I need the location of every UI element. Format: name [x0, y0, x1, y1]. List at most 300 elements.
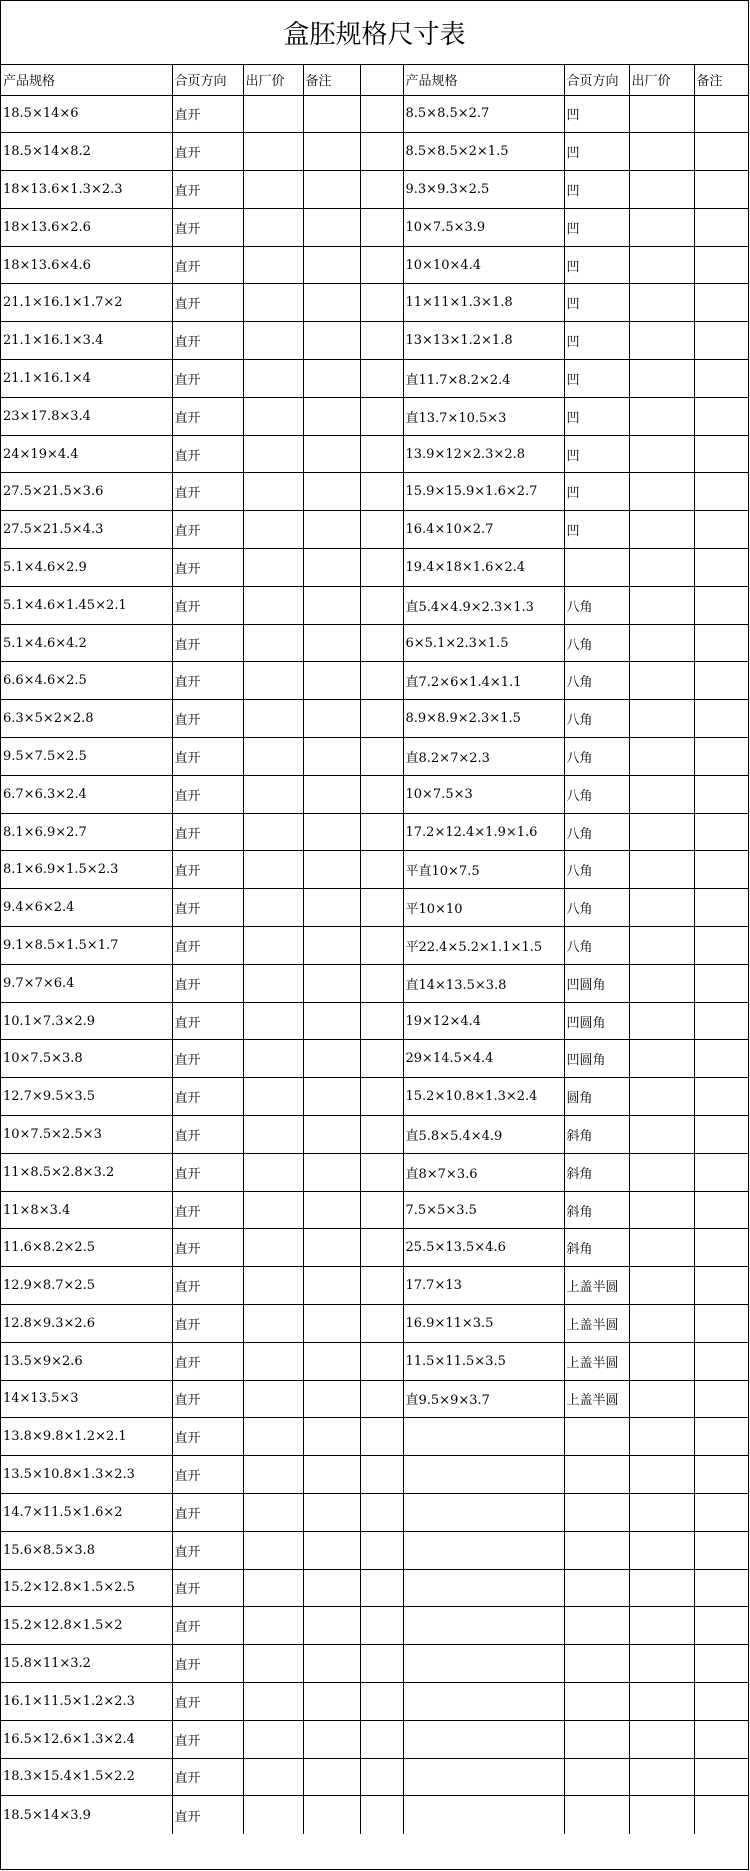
- left-spec-cell: 15.6×8.5×3.8: [1, 1531, 172, 1569]
- left-note-cell: [303, 1078, 360, 1116]
- gap-cell: [360, 1267, 403, 1305]
- left-dir-cell: 直开: [172, 1720, 243, 1758]
- right-dir-cell: [564, 1758, 629, 1796]
- left-price-cell: [243, 1380, 303, 1418]
- gap-cell: [360, 1040, 403, 1078]
- left-note-cell: [303, 1493, 360, 1531]
- gap-cell: [360, 1493, 403, 1531]
- right-note-cell: [694, 360, 748, 398]
- left-price-cell: [243, 549, 303, 587]
- right-price-cell: [629, 1153, 694, 1191]
- right-dir-cell: 斜角: [564, 1229, 629, 1267]
- left-dir-cell: 直开: [172, 1569, 243, 1607]
- header-left-price: 出厂价: [243, 65, 303, 95]
- gap-cell: [360, 95, 403, 133]
- left-spec-cell: 14×13.5×3: [1, 1380, 172, 1418]
- right-spec-cell: [403, 1569, 564, 1607]
- right-note-cell: [694, 284, 748, 322]
- left-spec-cell: 16.1×11.5×1.2×2.3: [1, 1682, 172, 1720]
- right-dir-cell: [564, 1531, 629, 1569]
- right-price-cell: [629, 889, 694, 927]
- right-price-cell: [629, 586, 694, 624]
- left-dir-cell: 直开: [172, 1002, 243, 1040]
- right-note-cell: [694, 1116, 748, 1154]
- gap-cell: [360, 171, 403, 209]
- left-dir-cell: 直开: [172, 397, 243, 435]
- left-dir-cell: 直开: [172, 775, 243, 813]
- right-dir-cell: 八角: [564, 586, 629, 624]
- left-price-cell: [243, 171, 303, 209]
- left-spec-cell: 9.5×7.5×2.5: [1, 738, 172, 776]
- left-spec-cell: 5.1×4.6×1.45×2.1: [1, 586, 172, 624]
- gap-cell: [360, 927, 403, 965]
- left-spec-cell: 11×8×3.4: [1, 1191, 172, 1229]
- right-price-cell: [629, 1040, 694, 1078]
- left-dir-cell: 直开: [172, 1758, 243, 1796]
- right-dir-cell: 凹: [564, 208, 629, 246]
- right-note-cell: [694, 813, 748, 851]
- right-price-cell: [629, 624, 694, 662]
- right-note-cell: [694, 1796, 748, 1834]
- right-price-cell: [629, 246, 694, 284]
- right-dir-cell: 凹: [564, 435, 629, 473]
- left-note-cell: [303, 964, 360, 1002]
- table-row: [1, 360, 748, 398]
- table-row: [1, 1796, 748, 1834]
- right-dir-cell: [564, 1796, 629, 1834]
- right-dir-cell: [564, 1682, 629, 1720]
- left-dir-cell: 直开: [172, 1796, 243, 1834]
- table-row: [1, 1305, 748, 1343]
- right-spec-cell: 直5.4×4.9×2.3×1.3: [403, 586, 564, 624]
- right-price-cell: [629, 1267, 694, 1305]
- gap-cell: [360, 1418, 403, 1456]
- header-right-dir: 合页方向: [564, 65, 629, 95]
- right-spec-cell: [403, 1758, 564, 1796]
- left-dir-cell: 直开: [172, 1078, 243, 1116]
- right-dir-cell: [564, 1418, 629, 1456]
- left-spec-cell: 11×8.5×2.8×3.2: [1, 1153, 172, 1191]
- right-dir-cell: 斜角: [564, 1191, 629, 1229]
- gap-cell: [360, 889, 403, 927]
- left-price-cell: [243, 775, 303, 813]
- left-spec-cell: 8.1×6.9×2.7: [1, 813, 172, 851]
- table-row: [1, 1758, 748, 1796]
- left-note-cell: [303, 1569, 360, 1607]
- table-row: [1, 322, 748, 360]
- right-dir-cell: 八角: [564, 775, 629, 813]
- left-dir-cell: 直开: [172, 360, 243, 398]
- left-note-cell: [303, 511, 360, 549]
- right-price-cell: [629, 1078, 694, 1116]
- right-dir-cell: 凹: [564, 284, 629, 322]
- table-row: [1, 95, 748, 133]
- right-spec-cell: 平直10×7.5: [403, 851, 564, 889]
- right-note-cell: [694, 662, 748, 700]
- right-dir-cell: 凹: [564, 133, 629, 171]
- left-price-cell: [243, 360, 303, 398]
- right-dir-cell: [564, 1645, 629, 1683]
- right-spec-cell: [403, 1645, 564, 1683]
- right-spec-cell: 16.9×11×3.5: [403, 1305, 564, 1343]
- left-note-cell: [303, 1305, 360, 1343]
- right-dir-cell: 圆角: [564, 1078, 629, 1116]
- header-left-note: 备注: [303, 65, 360, 95]
- left-spec-cell: 13.5×10.8×1.3×2.3: [1, 1456, 172, 1494]
- right-price-cell: [629, 511, 694, 549]
- right-dir-cell: 上盖半圆: [564, 1267, 629, 1305]
- left-spec-cell: 11.6×8.2×2.5: [1, 1229, 172, 1267]
- left-spec-cell: 12.8×9.3×2.6: [1, 1305, 172, 1343]
- left-price-cell: [243, 1153, 303, 1191]
- right-dir-cell: 凹圆角: [564, 1002, 629, 1040]
- right-spec-cell: 10×7.5×3.9: [403, 208, 564, 246]
- gap-cell: [360, 284, 403, 322]
- right-note-cell: [694, 1493, 748, 1531]
- left-note-cell: [303, 1116, 360, 1154]
- right-note-cell: [694, 208, 748, 246]
- left-dir-cell: 直开: [172, 171, 243, 209]
- table-row: [1, 813, 748, 851]
- right-price-cell: [629, 662, 694, 700]
- right-spec-cell: 11×11×1.3×1.8: [403, 284, 564, 322]
- right-dir-cell: [564, 1607, 629, 1645]
- right-spec-cell: [403, 1720, 564, 1758]
- gap-cell: [360, 1531, 403, 1569]
- left-note-cell: [303, 1342, 360, 1380]
- right-spec-cell: 10×7.5×3: [403, 775, 564, 813]
- left-price-cell: [243, 1342, 303, 1380]
- table-row: [1, 473, 748, 511]
- left-dir-cell: 直开: [172, 1229, 243, 1267]
- right-dir-cell: 凹圆角: [564, 964, 629, 1002]
- right-price-cell: [629, 284, 694, 322]
- gap-cell: [360, 1607, 403, 1645]
- right-note-cell: [694, 1456, 748, 1494]
- header-right-price: 出厂价: [629, 65, 694, 95]
- right-spec-cell: 25.5×13.5×4.6: [403, 1229, 564, 1267]
- table-row: [1, 397, 748, 435]
- left-note-cell: [303, 1607, 360, 1645]
- left-price-cell: [243, 1569, 303, 1607]
- left-price-cell: [243, 1682, 303, 1720]
- right-price-cell: [629, 927, 694, 965]
- right-price-cell: [629, 1569, 694, 1607]
- right-price-cell: [629, 813, 694, 851]
- left-dir-cell: 直开: [172, 133, 243, 171]
- right-spec-cell: [403, 1493, 564, 1531]
- header-gap: [360, 65, 403, 95]
- right-price-cell: [629, 397, 694, 435]
- right-note-cell: [694, 1720, 748, 1758]
- left-dir-cell: 直开: [172, 813, 243, 851]
- gap-cell: [360, 1116, 403, 1154]
- left-price-cell: [243, 1720, 303, 1758]
- left-dir-cell: 直开: [172, 95, 243, 133]
- left-dir-cell: 直开: [172, 549, 243, 587]
- right-price-cell: [629, 473, 694, 511]
- left-price-cell: [243, 1116, 303, 1154]
- gap-cell: [360, 435, 403, 473]
- left-spec-cell: 6.7×6.3×2.4: [1, 775, 172, 813]
- right-spec-cell: 15.2×10.8×1.3×2.4: [403, 1078, 564, 1116]
- spec-table: [1, 65, 748, 1834]
- right-note-cell: [694, 1153, 748, 1191]
- right-price-cell: [629, 1191, 694, 1229]
- left-note-cell: [303, 473, 360, 511]
- table-row: [1, 775, 748, 813]
- left-spec-cell: 21.1×16.1×1.7×2: [1, 284, 172, 322]
- right-price-cell: [629, 549, 694, 587]
- left-price-cell: [243, 511, 303, 549]
- right-spec-cell: 直7.2×6×1.4×1.1: [403, 662, 564, 700]
- left-note-cell: [303, 1040, 360, 1078]
- left-price-cell: [243, 95, 303, 133]
- right-dir-cell: [564, 1569, 629, 1607]
- table-row: [1, 1380, 748, 1418]
- left-price-cell: [243, 738, 303, 776]
- left-price-cell: [243, 1531, 303, 1569]
- left-note-cell: [303, 586, 360, 624]
- right-price-cell: [629, 1531, 694, 1569]
- right-spec-cell: 19.4×18×1.6×2.4: [403, 549, 564, 587]
- right-note-cell: [694, 1645, 748, 1683]
- table-row: [1, 1531, 748, 1569]
- left-dir-cell: 直开: [172, 1191, 243, 1229]
- right-spec-cell: 13×13×1.2×1.8: [403, 322, 564, 360]
- left-dir-cell: 直开: [172, 511, 243, 549]
- gap-cell: [360, 1645, 403, 1683]
- left-price-cell: [243, 1796, 303, 1834]
- right-dir-cell: 上盖半圆: [564, 1380, 629, 1418]
- left-dir-cell: 直开: [172, 1153, 243, 1191]
- table-row: [1, 208, 748, 246]
- right-spec-cell: 29×14.5×4.4: [403, 1040, 564, 1078]
- left-price-cell: [243, 208, 303, 246]
- left-price-cell: [243, 1645, 303, 1683]
- left-note-cell: [303, 1720, 360, 1758]
- right-note-cell: [694, 1191, 748, 1229]
- left-note-cell: [303, 435, 360, 473]
- left-price-cell: [243, 1229, 303, 1267]
- left-note-cell: [303, 1229, 360, 1267]
- right-price-cell: [629, 851, 694, 889]
- table-row: [1, 1569, 748, 1607]
- left-dir-cell: 直开: [172, 322, 243, 360]
- left-price-cell: [243, 1607, 303, 1645]
- left-spec-cell: 14.7×11.5×1.6×2: [1, 1493, 172, 1531]
- table-row: [1, 1493, 748, 1531]
- right-spec-cell: 11.5×11.5×3.5: [403, 1342, 564, 1380]
- right-dir-cell: 八角: [564, 662, 629, 700]
- table-row: [1, 1418, 748, 1456]
- right-spec-cell: 9.3×9.3×2.5: [403, 171, 564, 209]
- gap-cell: [360, 208, 403, 246]
- sheet-title: 盒胚规格尺寸表: [1, 1, 748, 65]
- gap-cell: [360, 1078, 403, 1116]
- gap-cell: [360, 1305, 403, 1343]
- left-price-cell: [243, 1418, 303, 1456]
- right-spec-cell: 平10×10: [403, 889, 564, 927]
- left-note-cell: [303, 1153, 360, 1191]
- table-row: [1, 435, 748, 473]
- gap-cell: [360, 1342, 403, 1380]
- gap-cell: [360, 1720, 403, 1758]
- right-spec-cell: 直8×7×3.6: [403, 1153, 564, 1191]
- left-dir-cell: 直开: [172, 473, 243, 511]
- left-dir-cell: 直开: [172, 1418, 243, 1456]
- left-note-cell: [303, 284, 360, 322]
- left-note-cell: [303, 1418, 360, 1456]
- table-row: [1, 1229, 748, 1267]
- right-note-cell: [694, 133, 748, 171]
- right-note-cell: [694, 1607, 748, 1645]
- left-note-cell: [303, 851, 360, 889]
- right-note-cell: [694, 775, 748, 813]
- table-row: [1, 889, 748, 927]
- left-price-cell: [243, 1456, 303, 1494]
- left-dir-cell: 直开: [172, 1607, 243, 1645]
- gap-cell: [360, 1380, 403, 1418]
- right-note-cell: [694, 473, 748, 511]
- gap-cell: [360, 964, 403, 1002]
- right-spec-cell: 19×12×4.4: [403, 1002, 564, 1040]
- right-dir-cell: 凹: [564, 95, 629, 133]
- left-spec-cell: 18×13.6×1.3×2.3: [1, 171, 172, 209]
- right-spec-cell: 17.2×12.4×1.9×1.6: [403, 813, 564, 851]
- table-row: [1, 927, 748, 965]
- gap-cell: [360, 1569, 403, 1607]
- left-note-cell: [303, 1380, 360, 1418]
- right-price-cell: [629, 1456, 694, 1494]
- left-dir-cell: 直开: [172, 1682, 243, 1720]
- left-spec-cell: 9.1×8.5×1.5×1.7: [1, 927, 172, 965]
- gap-cell: [360, 813, 403, 851]
- left-price-cell: [243, 662, 303, 700]
- gap-cell: [360, 360, 403, 398]
- table-row: [1, 1153, 748, 1191]
- table-row: [1, 246, 748, 284]
- table-row: [1, 1191, 748, 1229]
- left-dir-cell: 直开: [172, 208, 243, 246]
- right-note-cell: [694, 397, 748, 435]
- left-dir-cell: 直开: [172, 1456, 243, 1494]
- table-row: [1, 851, 748, 889]
- right-price-cell: [629, 1418, 694, 1456]
- table-row: [1, 662, 748, 700]
- left-note-cell: [303, 397, 360, 435]
- right-price-cell: [629, 1229, 694, 1267]
- left-dir-cell: 直开: [172, 284, 243, 322]
- left-price-cell: [243, 1267, 303, 1305]
- right-spec-cell: 平22.4×5.2×1.1×1.5: [403, 927, 564, 965]
- left-price-cell: [243, 246, 303, 284]
- table-row: [1, 171, 748, 209]
- right-price-cell: [629, 1720, 694, 1758]
- right-price-cell: [629, 775, 694, 813]
- table-row: [1, 1116, 748, 1154]
- right-spec-cell: 8.5×8.5×2.7: [403, 95, 564, 133]
- left-spec-cell: 23×17.8×3.4: [1, 397, 172, 435]
- right-dir-cell: 八角: [564, 700, 629, 738]
- left-spec-cell: 18.3×15.4×1.5×2.2: [1, 1758, 172, 1796]
- left-note-cell: [303, 927, 360, 965]
- left-dir-cell: 直开: [172, 738, 243, 776]
- left-spec-cell: 18.5×14×6: [1, 95, 172, 133]
- left-note-cell: [303, 1191, 360, 1229]
- gap-cell: [360, 738, 403, 776]
- right-note-cell: [694, 1002, 748, 1040]
- right-price-cell: [629, 1758, 694, 1796]
- right-price-cell: [629, 964, 694, 1002]
- right-dir-cell: 八角: [564, 813, 629, 851]
- right-spec-cell: [403, 1456, 564, 1494]
- left-price-cell: [243, 586, 303, 624]
- left-note-cell: [303, 700, 360, 738]
- left-note-cell: [303, 624, 360, 662]
- left-spec-cell: 8.1×6.9×1.5×2.3: [1, 851, 172, 889]
- left-spec-cell: 10×7.5×2.5×3: [1, 1116, 172, 1154]
- table-row: [1, 284, 748, 322]
- left-spec-cell: 18.5×14×3.9: [1, 1796, 172, 1834]
- left-note-cell: [303, 1796, 360, 1834]
- left-note-cell: [303, 549, 360, 587]
- right-price-cell: [629, 1116, 694, 1154]
- table-row: [1, 738, 748, 776]
- left-note-cell: [303, 738, 360, 776]
- left-price-cell: [243, 397, 303, 435]
- left-spec-cell: 21.1×16.1×4: [1, 360, 172, 398]
- right-spec-cell: [403, 1607, 564, 1645]
- right-note-cell: [694, 322, 748, 360]
- right-spec-cell: 10×10×4.4: [403, 246, 564, 284]
- right-spec-cell: 直9.5×9×3.7: [403, 1380, 564, 1418]
- right-dir-cell: 凹: [564, 511, 629, 549]
- right-note-cell: [694, 435, 748, 473]
- left-dir-cell: 直开: [172, 1267, 243, 1305]
- right-note-cell: [694, 1569, 748, 1607]
- gap-cell: [360, 1153, 403, 1191]
- right-dir-cell: 八角: [564, 927, 629, 965]
- left-spec-cell: 13.5×9×2.6: [1, 1342, 172, 1380]
- right-note-cell: [694, 889, 748, 927]
- right-spec-cell: 8.5×8.5×2×1.5: [403, 133, 564, 171]
- left-spec-cell: 27.5×21.5×3.6: [1, 473, 172, 511]
- right-note-cell: [694, 1040, 748, 1078]
- gap-cell: [360, 1796, 403, 1834]
- left-note-cell: [303, 889, 360, 927]
- left-dir-cell: 直开: [172, 246, 243, 284]
- right-dir-cell: 上盖半圆: [564, 1342, 629, 1380]
- left-price-cell: [243, 851, 303, 889]
- left-dir-cell: 直开: [172, 851, 243, 889]
- left-spec-cell: 6.6×4.6×2.5: [1, 662, 172, 700]
- left-dir-cell: 直开: [172, 1645, 243, 1683]
- left-dir-cell: 直开: [172, 1380, 243, 1418]
- right-note-cell: [694, 1305, 748, 1343]
- right-dir-cell: 斜角: [564, 1116, 629, 1154]
- left-spec-cell: 5.1×4.6×2.9: [1, 549, 172, 587]
- left-spec-cell: 27.5×21.5×4.3: [1, 511, 172, 549]
- right-dir-cell: [564, 1493, 629, 1531]
- left-dir-cell: 直开: [172, 964, 243, 1002]
- left-dir-cell: 直开: [172, 1342, 243, 1380]
- right-dir-cell: 八角: [564, 624, 629, 662]
- right-price-cell: [629, 1682, 694, 1720]
- table-row: [1, 1720, 748, 1758]
- left-note-cell: [303, 246, 360, 284]
- left-spec-cell: 5.1×4.6×4.2: [1, 624, 172, 662]
